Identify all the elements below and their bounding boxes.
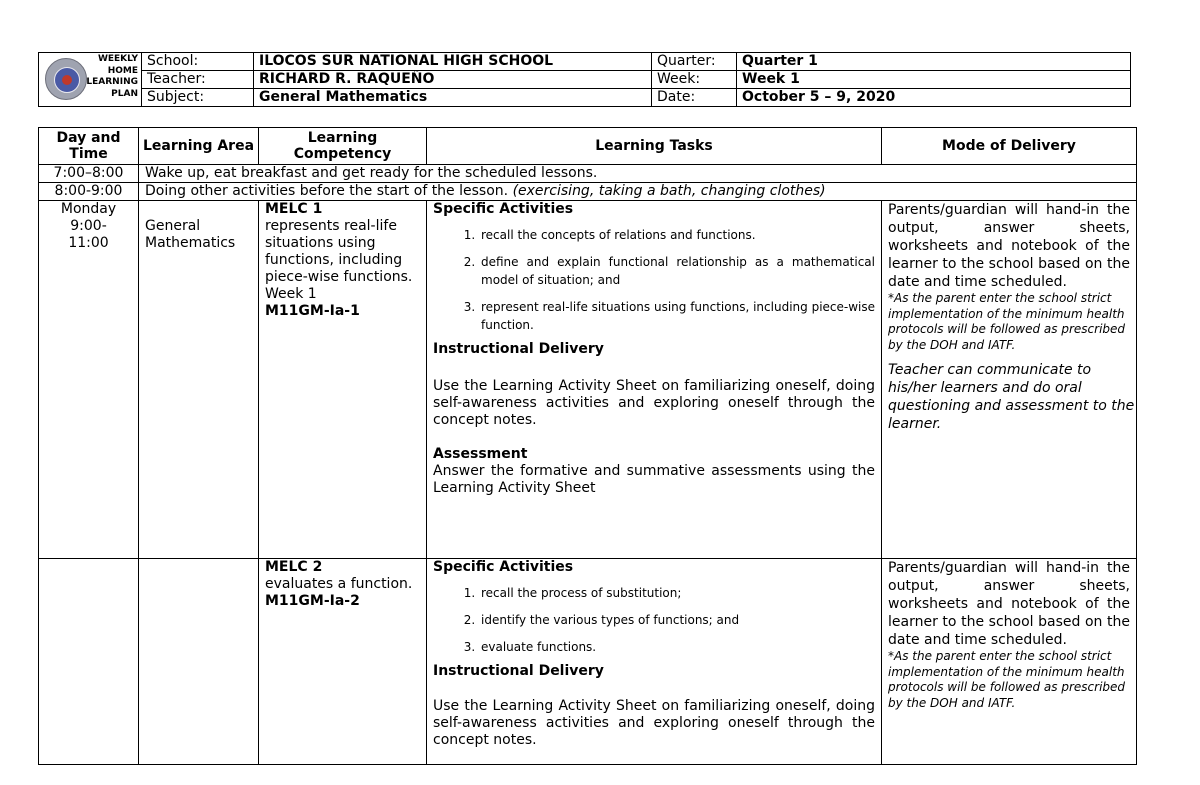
quarter-label: Quarter: [652, 53, 737, 71]
plan-label: WEEKLY HOME LEARNING PLAN [86, 54, 138, 99]
melc-title: MELC 1 [265, 201, 323, 217]
assessment-text: Answer the formative and summative assessments using the Learning Activity Sheet [433, 463, 875, 496]
activity-item: 3. represent real-life situations using functions, including piece-wise function. [479, 298, 881, 334]
lesson-time: 9:00-11:00 [68, 218, 109, 251]
activity-list [433, 584, 881, 656]
routine-time: 7:00–8:00 [39, 165, 139, 183]
teacher-label: Teacher: [142, 71, 254, 89]
lesson-day-time [39, 201, 139, 559]
lesson-area: General Mathematics [139, 201, 259, 559]
mode-note: *As the parent enter the school strict implementation of the minimum health protocols will be followed as prescribed by the DOH and IATF. [888, 649, 1126, 710]
date-value: October 5 – 9, 2020 [737, 89, 1131, 107]
week-value: Week 1 [737, 71, 1131, 89]
subject-label: Subject: [142, 89, 254, 107]
activity-item: 1. recall the process of substitution; [479, 584, 881, 602]
lesson-tasks [427, 201, 882, 559]
teacher-value: RICHARD R. RAQUEÑO [254, 71, 652, 89]
column-header-row [39, 128, 1137, 165]
mode-text: Parents/guardian will hand-in the output, answer sheets, worksheets and notebook of the learner to the school based on the date and time scheduled. [888, 560, 1130, 648]
assessment-title: Assessment [433, 446, 528, 462]
logo-cell [39, 53, 142, 107]
col-day-time: Day and Time [39, 128, 139, 165]
instructional-delivery-title: Instructional Delivery [433, 663, 604, 679]
routine-text: Wake up, eat breakfast and get ready for the scheduled lessons. [139, 165, 1137, 183]
activity-list [433, 226, 881, 334]
activity-item: 3. evaluate functions. [479, 638, 881, 656]
instructional-delivery-text: Use the Learning Activity Sheet on familiarizing oneself, doing self-awareness activities and exploring oneself through the concept notes. [433, 378, 875, 428]
lesson-mode [882, 201, 1137, 559]
mode-note: *As the parent enter the school strict implementation of the minimum health protocols will be followed as prescribed by the DOH and IATF. [888, 291, 1126, 352]
routine-row [39, 165, 1137, 183]
routine-row [39, 183, 1137, 201]
school-value: ILOCOS SUR NATIONAL HIGH SCHOOL [254, 53, 652, 71]
melc-code: M11GM-Ia-2 [265, 593, 360, 609]
col-learning-area: Learning Area [139, 128, 259, 165]
lesson-day-time [39, 559, 139, 765]
melc-text: represents real-life situations using functions, including piece-wise functions. Week 1 [265, 218, 413, 302]
activity-item: 2. identify the various types of functions; and [479, 611, 881, 629]
activity-item: 1. recall the concepts of relations and functions. [479, 226, 881, 244]
lesson-row [39, 201, 1137, 559]
routine-text: Doing other activities before the start of the lesson. (exercising, taking a bath, changing clothes) [139, 183, 1137, 201]
lesson-competency [259, 201, 427, 559]
specific-activities-title: Specific Activities [433, 559, 574, 575]
lesson-day: Monday [60, 201, 117, 217]
instructional-delivery-text: Use the Learning Activity Sheet on familiarizing oneself, doing self-awareness activities and exploring oneself through the concept notes. [433, 698, 875, 748]
mode-teacher-note: Teacher can communicate to his/her learners and do oral questioning and assessment to the learner. [888, 362, 1135, 432]
deped-seal-icon [45, 58, 87, 100]
mode-text: Parents/guardian will hand-in the output, answer sheets, worksheets and notebook of the learner to the school based on the date and time scheduled. [888, 202, 1130, 290]
lesson-row [39, 559, 1137, 765]
melc-title: MELC 2 [265, 559, 323, 575]
date-label: Date: [652, 89, 737, 107]
lesson-mode [882, 559, 1137, 765]
quarter-value: Quarter 1 [737, 53, 1131, 71]
school-label: School: [142, 53, 254, 71]
col-learning-competency: Learning Competency [259, 128, 427, 165]
specific-activities-title: Specific Activities [433, 201, 574, 217]
instructional-delivery-title: Instructional Delivery [433, 341, 604, 357]
lesson-competency [259, 559, 427, 765]
week-label: Week: [652, 71, 737, 89]
subject-value: General Mathematics [254, 89, 652, 107]
learning-plan-table [38, 127, 1137, 765]
lesson-area [139, 559, 259, 765]
col-mode-of-delivery: Mode of Delivery [882, 128, 1137, 165]
melc-code: M11GM-Ia-1 [265, 303, 360, 319]
melc-text: evaluates a function. M11GM-Ia-2 [265, 576, 413, 609]
routine-time: 8:00-9:00 [39, 183, 139, 201]
header-table [38, 52, 1131, 107]
activity-item: 2. define and explain functional relationship as a mathematical model of situation; and [479, 253, 881, 289]
col-learning-tasks: Learning Tasks [427, 128, 882, 165]
lesson-tasks [427, 559, 882, 765]
